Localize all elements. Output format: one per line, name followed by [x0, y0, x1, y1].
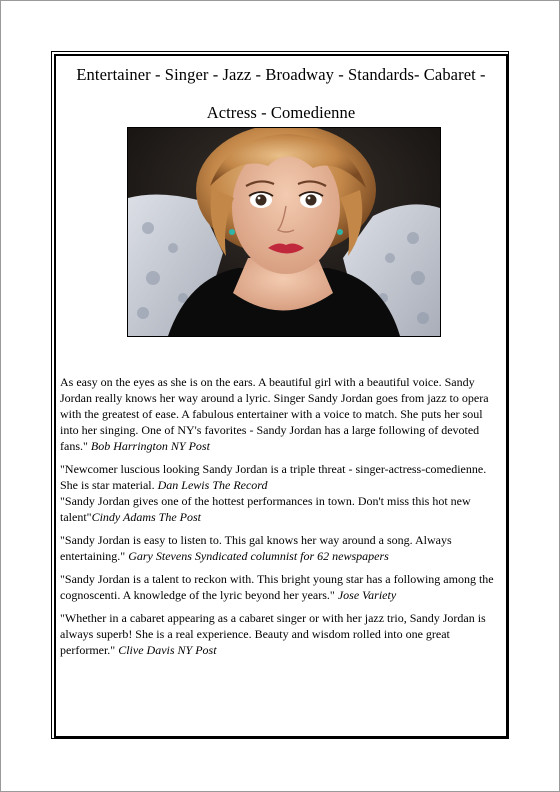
- review-2-source: Dan Lewis The Record: [157, 478, 268, 492]
- review-3-quote: "Sandy Jordan gives one of the hottest performances in town. Don't miss this hot new talent": [60, 494, 471, 524]
- review-1: [60, 374, 500, 454]
- review-6: [60, 610, 500, 658]
- headline-line-2: Actress - Comedienne: [206, 103, 356, 122]
- portrait-photo-icon: [128, 128, 440, 336]
- review-5-quote: "Sandy Jordan is a talent to reckon with. This bright young star has a following among the cognoscenti. A knowledge of the lyric beyond her years.": [60, 572, 494, 602]
- review-2-quote: "Newcomer luscious looking Sandy Jordan is a triple threat - singer-actress-comedienne. She is star material.: [60, 462, 487, 492]
- review-6-quote: "Whether in a cabaret appearing as a cabaret singer or with her jazz trio, Sandy Jordan is always superb! She is a real experience. Beauty and wisdom rolled into one great performer.": [60, 611, 486, 657]
- review-4-quote: "Sandy Jordan is easy to listen to. This gal knows her way around a song. Always entertaining.": [60, 533, 452, 563]
- portrait-photo: [127, 127, 441, 337]
- review-6-source: Clive Davis NY Post: [118, 643, 217, 657]
- review-4-source: Gary Stevens Syndicated columnist for 62 newspapers: [128, 549, 389, 563]
- review-3-source: Cindy Adams The Post: [91, 510, 202, 524]
- review-1-source: Bob Harrington NY Post: [90, 439, 210, 453]
- review-1-quote: As easy on the eyes as she is on the ears. A beautiful girl with a beautiful voice. Sandy Jordan really knows her way around a lyric. Singer Sandy Jordan goes from jazz to opera with the greatest of ease. A fabulous entertainer with a voice to match. She puts her soul into her singing. One of NY's favorites - Sandy Jordan has a large following of devoted fans.": [60, 375, 489, 453]
- reviews-section: [60, 374, 500, 665]
- review-2: [60, 461, 500, 493]
- review-4: [60, 532, 500, 564]
- review-3: [60, 493, 500, 525]
- review-5: [60, 571, 500, 603]
- review-5-source: Jose Variety: [337, 588, 397, 602]
- headline-line-1: Entertainer - Singer - Jazz - Broadway - Standards- Cabaret -: [76, 65, 486, 84]
- headline: [58, 56, 504, 132]
